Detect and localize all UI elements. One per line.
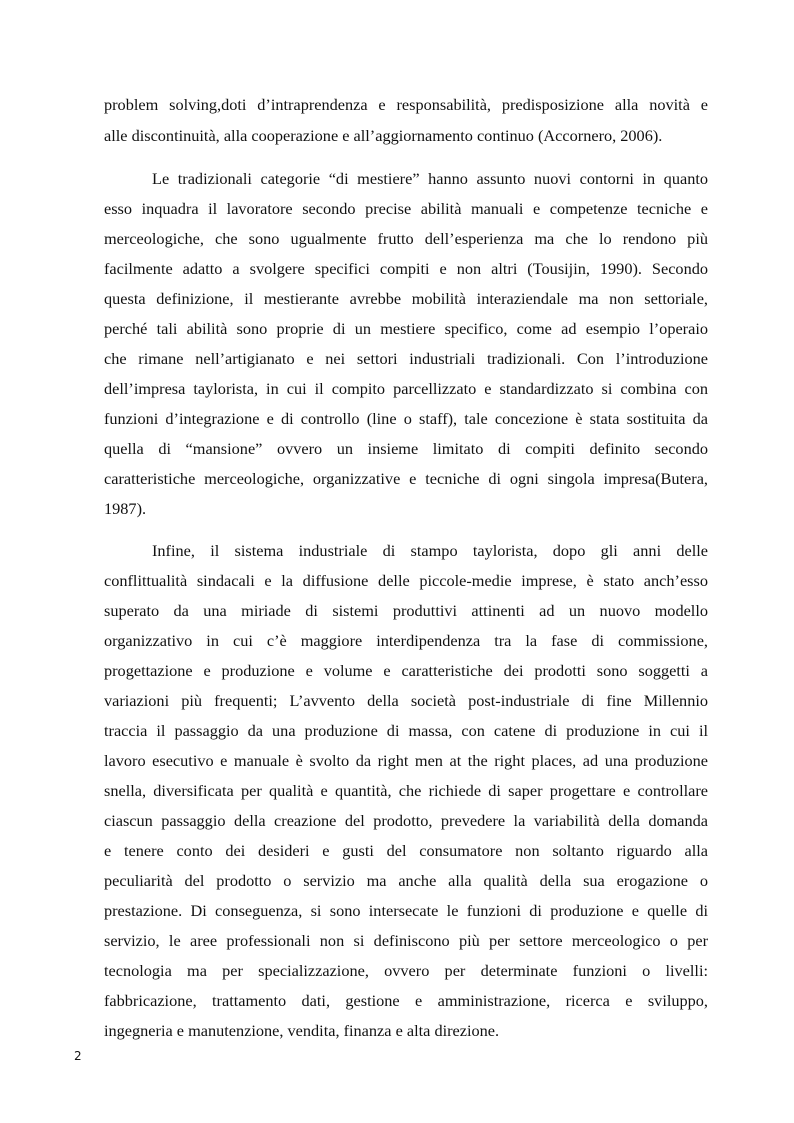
paragraph-3-line-6: variazioni più frequenti; L’avvento della società post-industriale di fine Millennio xyxy=(104,691,708,710)
paragraph-2-line-4: facilmente adatto a svolgere specifici compiti e non altri (Tousijin, 1990). Secondo xyxy=(104,259,708,278)
paragraph-3-line-2: conflittualità sindacali e la diffusione delle piccole-medie imprese, è stato anch’esso xyxy=(104,571,708,590)
paragraph-3-line-8: lavoro esecutivo e manuale è svolto da right men at the right places, ad una produzione xyxy=(104,751,708,770)
paragraph-3-line-16: fabbricazione, trattamento dati, gestione e amministrazione, ricerca e sviluppo, xyxy=(104,991,708,1010)
paragraph-2-line-6: perché tali abilità sono proprie di un mestiere specifico, come ad esempio l’operaio xyxy=(104,319,708,338)
paragraph-2-line-7: che rimane nell’artigianato e nei settori industriali tradizionali. Con l’introduzione xyxy=(104,349,708,368)
paragraph-3-line-14: servizio, le aree professionali non si definiscono più per settore merceologico o per xyxy=(104,931,708,950)
paragraph-3-line-17: ingegneria e manutenzione, vendita, finanza e alta direzione. xyxy=(104,1021,500,1040)
paragraph-3-line-5: progettazione e produzione e volume e caratteristiche dei prodotti sono soggetti a xyxy=(104,661,708,680)
paragraph-2-line-2: esso inquadra il lavoratore secondo precise abilità manuali e competenze tecniche e xyxy=(104,199,708,218)
paragraph-2-line-3: merceologiche, che sono ugualmente frutto dell’esperienza ma che lo rendono più xyxy=(104,229,708,248)
paragraph-2-line-10: quella di “mansione” ovvero un insieme limitato di compiti definito secondo xyxy=(104,439,708,458)
page-number: 2 xyxy=(74,1049,82,1063)
paragraph-3-line-15: tecnologia ma per specializzazione, ovvero per determinate funzioni o livelli: xyxy=(104,961,708,980)
paragraph-3-line-10: ciascun passaggio della creazione del prodotto, prevedere la variabilità della domanda xyxy=(104,811,708,830)
paragraph-3-line-1: Infine, il sistema industriale di stampo taylorista, dopo gli anni delle xyxy=(152,541,708,560)
paragraph-3-line-4: organizzativo in cui c’è maggiore interdipendenza tra la fase di commissione, xyxy=(104,631,708,650)
paragraph-3-line-7: traccia il passaggio da una produzione di massa, con catene di produzione in cui il xyxy=(104,721,708,740)
paragraph-2-line-11: caratteristiche merceologiche, organizzative e tecniche di ogni singola impresa(Butera, xyxy=(104,469,708,488)
paragraph-3-line-11: e tenere conto dei desideri e gusti del consumatore non soltanto riguardo alla xyxy=(104,841,708,860)
paragraph-3-line-3: superato da una miriade di sistemi produttivi attinenti ad un nuovo modello xyxy=(104,601,708,620)
paragraph-3-line-13: prestazione. Di conseguenza, si sono intersecate le funzioni di produzione e quelle di xyxy=(104,901,708,920)
paragraph-2-line-9: funzioni d’integrazione e di controllo (line o staff), tale concezione è stata sostituita da xyxy=(104,409,708,428)
paragraph-3-line-9: snella, diversificata per qualità e quantità, che richiede di saper progettare e controllare xyxy=(104,781,708,800)
paragraph-2-line-12: 1987). xyxy=(104,499,147,518)
paragraph-2-line-1: Le tradizionali categorie “di mestiere” hanno assunto nuovi contorni in quanto xyxy=(152,169,708,188)
paragraph-3-line-12: peculiarità del prodotto o servizio ma anche alla qualità della sua erogazione o xyxy=(104,871,708,890)
paragraph-2-line-5: questa definizione, il mestierante avrebbe mobilità interaziendale ma non settoriale, xyxy=(104,289,708,308)
paragraph-1-line-1: problem solving,doti d’intraprendenza e responsabilità, predisposizione alla novità e xyxy=(104,95,708,114)
paragraph-2-line-8: dell’impresa taylorista, in cui il compito parcellizzato e standardizzato si combina con xyxy=(104,379,708,398)
paragraph-1-line-2: alle discontinuità, alla cooperazione e all’aggiornamento continuo (Accornero, 2006). xyxy=(104,126,663,145)
